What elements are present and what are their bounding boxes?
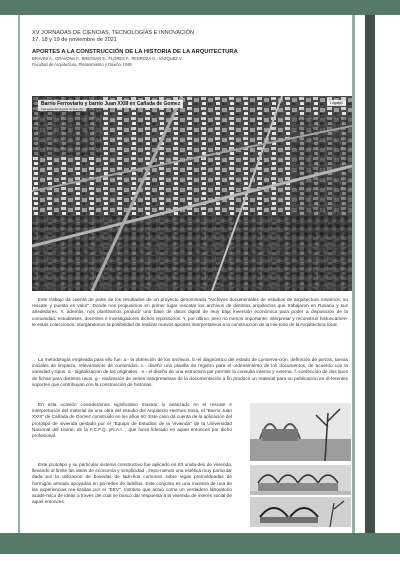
paragraph-methodology: La metodología empleada para ello fue: a.- la obtención de los archivos. b.-el diagnóstico del estado de conserva-ción, definición de piezas, tareas iniciales de limpieza, relevamiento de contenidos. c.- diseño una planilla de registro para el ordenamiento de los documentos, de acuerdo con la variedad y tipos. d.- digitalización de los originales . e.- el diseño de una estructura par permitir la consulta interna y externa. f.-confección de dos tipos de fichas para distintos usos. g.- realización de series interpretativas de la documentación a fin producir un material para su publicación en di-ferentes soportes que contribuyan con la construcción de historias. bbox=[32, 357, 348, 387]
poster-header bbox=[32, 30, 342, 67]
conference-dates: 17, 18 y 19 de noviembre de 2021 bbox=[32, 37, 117, 44]
poster-title: APORTES A LA CONSTRUCCIÓN DE LA HISTORIA DE LA ARQUITECTURA bbox=[32, 49, 238, 56]
conference-name: XV JORNADAS DE CIENCIAS, TECNOLOGÍAS E INNOVACIÓN bbox=[32, 30, 195, 36]
house-photo-3 bbox=[250, 497, 351, 527]
right-rail-wide bbox=[365, 15, 375, 566]
left-rail bbox=[18, 15, 20, 533]
paragraph-case: En esta ocasión consideramos significativo mostrar lo avanzado en el rescate e interpretación del material de una obra del estudio del Arquitecto Hermes Sosa, el "Barrio Juan XXIII" de Cañada de Gomez construido en los años 60. Este caso da cuenta de la aplicación del prototipo de vivienda gestado por el "Equipo de Estudios de la Vivienda" de la Universidad Nacional del Litoral, de la F.C.F.Q. yN.A.I. , que fuera liderado en aquel entonces por dicho profesional. bbox=[32, 402, 232, 439]
institution-logo: Logotipo bbox=[327, 100, 346, 106]
photo-caption: Barrio Ferroviario y barrio Juan XXIII en Cañada de Gomez bbox=[38, 100, 183, 108]
top-color-band bbox=[0, 0, 400, 15]
right-rail-thin bbox=[352, 15, 355, 533]
house-photo-1 bbox=[250, 403, 351, 461]
aerial-photo-image bbox=[32, 96, 352, 291]
faculty: Facultad de Arquitectura, Planeamiento y Diseño. UNR bbox=[32, 61, 132, 67]
authors: BRAVINI A., GRAVONA F., BRESSAN E., FLORES F., PEDROZA G., VAZQUEZ V. bbox=[32, 56, 183, 62]
bottom-margin bbox=[0, 554, 400, 566]
photo-credit: Foto aérea del conjunto de viviendas bbox=[38, 108, 86, 111]
paragraph-intro: Este trabajo da cuenta de parte de los resultados de un proyecto denominado "Archivos documentales de estudios de arquitectura rosarinos, su rescate y puesta en valor". Donde nos propusimos en primer lugar rescatar los archivos de distintos arquitectos que trabajaron en Rosario y sus alrededores. Y, además, nos planteamos producir una base de datos digital de muy baja inversión económica para poder a disposición de la comunidad, estudiantes, docentes e investigadores dichos repositorios. Y, por último, pero no menos importante: interpretar y reconstruir historicamen-te estas colecciones, otorgándonos la posibilidad de realizar nuevos aportes interpretativos a la construcción de la His-toria de la Arquitectura local. bbox=[32, 297, 348, 327]
aerial-photo bbox=[32, 96, 352, 291]
bottom-color-band bbox=[0, 533, 400, 554]
house-photo-2 bbox=[250, 465, 351, 495]
paragraph-prototype: Este prototipo y su particular sistema constructivo fue aplicado en 83 unida-des de vivienda, llevando al límite las ideas de economía y simplicidad , impo-niendo una estética muy particular dada por la utilización de bovedas de ladri-llos comunes sobre vigas premoldeadas de hormigón armado apoyadas en pa-redes de ladrillos. Este conjunto es una muestra de una de las experiencias rea-lizadas por el "EEV". Instituto que actuó como un verdadero laboratorio acadé-mico de ideas a través del cual se buscó dar respuesta a la vivienda de interés social de aquel entonces. bbox=[32, 462, 232, 505]
